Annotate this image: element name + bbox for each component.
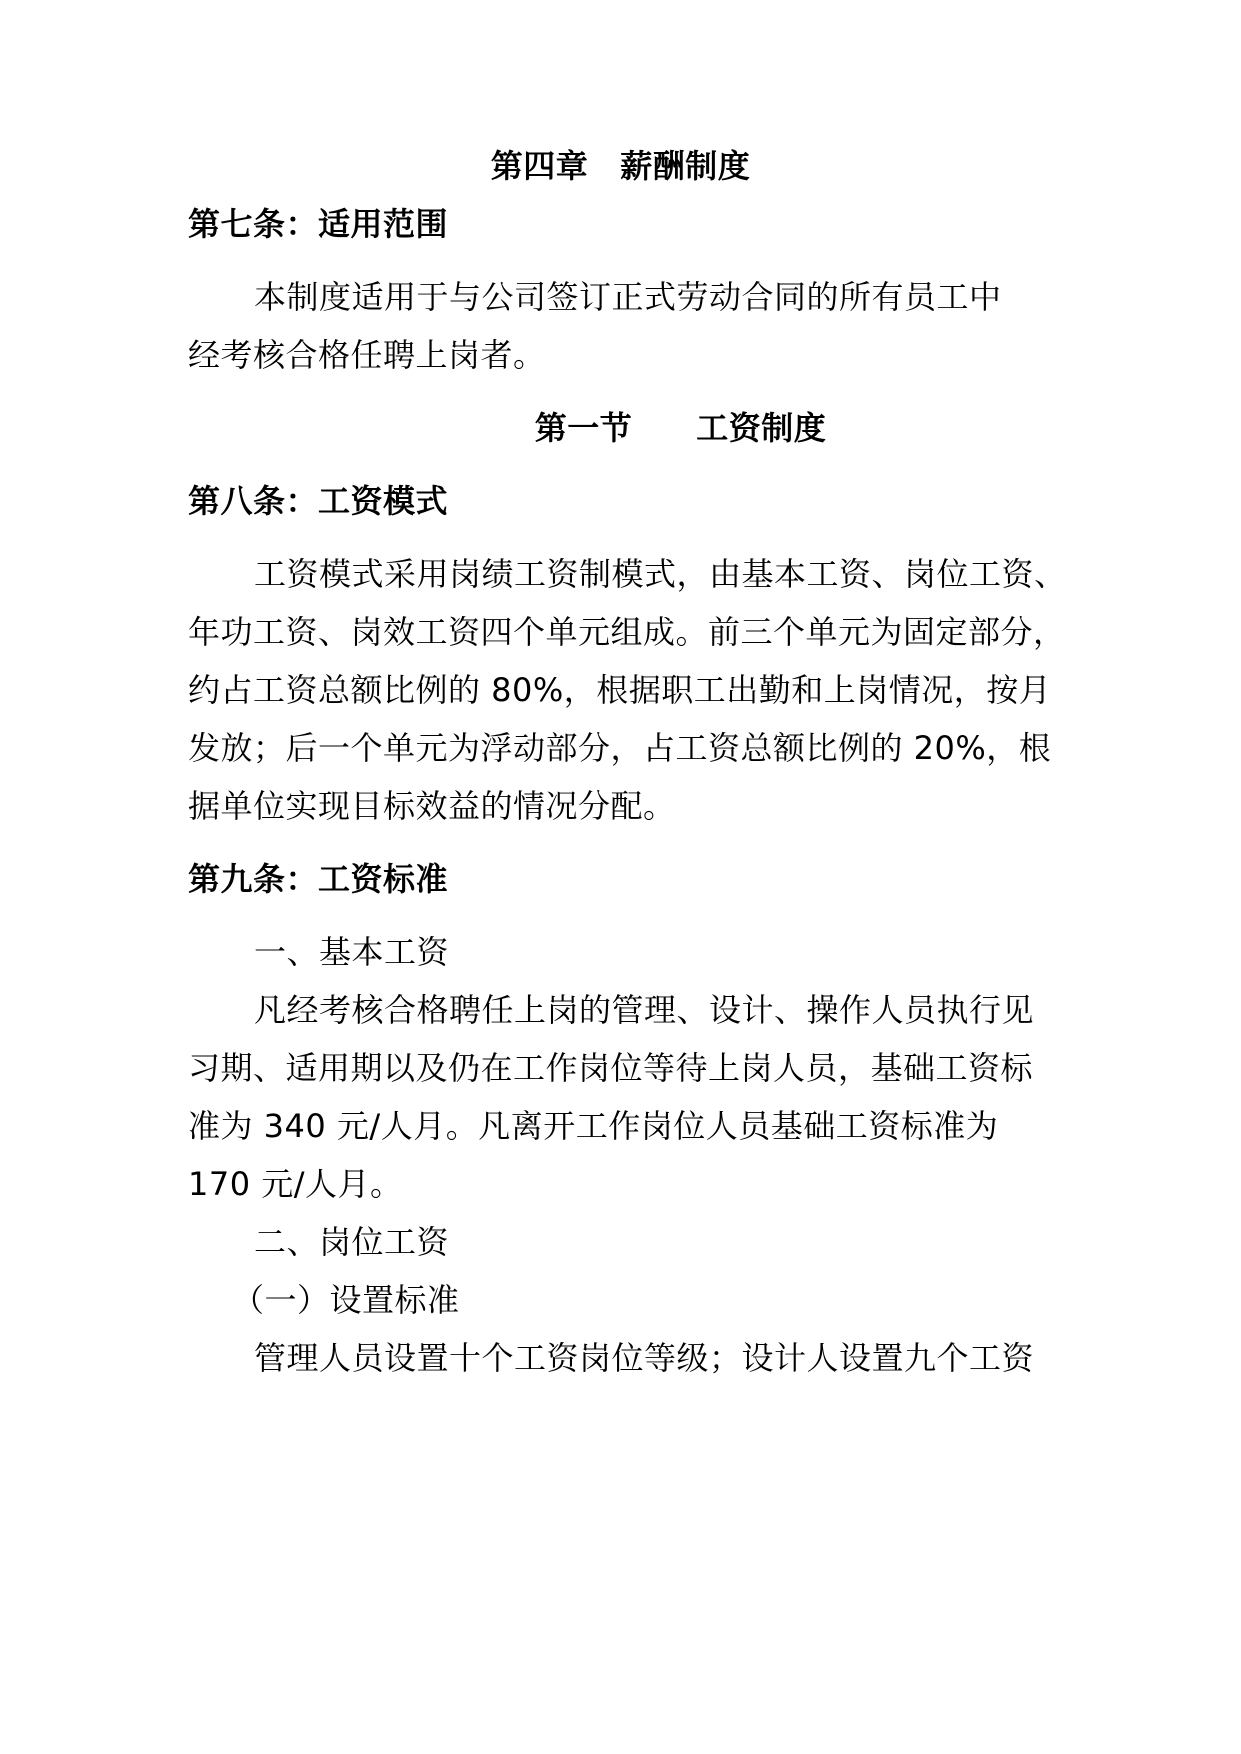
article9-item1-line-4: 170 元/人月。	[188, 1165, 403, 1203]
article7-line-1: 本制度适用于与公司签订正式劳动合同的所有员工中	[254, 278, 1002, 316]
article9-item1: 一、基本工资	[254, 933, 450, 971]
article9-item1-line-1: 凡经考核合格聘任上岗的管理、设计、操作人员执行见	[254, 991, 1035, 1029]
article7-heading: 第七条：适用范围	[188, 205, 449, 243]
article8-line-4: 发放；后一个单元为浮动部分，占工资总额比例的 20%，根	[188, 729, 1052, 767]
article9-item1-line-3: 准为 340 元/人月。凡离开工作岗位人员基础工资标准为	[188, 1107, 999, 1145]
article8-line-1: 工资模式采用岗绩工资制模式，由基本工资、岗位工资、	[254, 555, 1067, 593]
article9-item2: 二、岗位工资	[254, 1223, 450, 1261]
article9-heading: 第九条：工资标准	[188, 860, 449, 898]
section1-number: 第一节	[534, 409, 633, 447]
article8-line-3: 约占工资总额比例的 80%，根据职工出勤和上岗情况，按月	[188, 671, 1052, 709]
article8-line-2: 年功工资、岗效工资四个单元组成。前三个单元为固定部分，	[188, 613, 1066, 651]
article9-item2-sub1: （一）设置标准	[232, 1281, 460, 1319]
article8-line-5: 据单位实现目标效益的情况分配。	[188, 787, 676, 825]
chapter-number: 第四章	[490, 147, 589, 185]
chapter-name: 薪酬制度	[620, 147, 751, 185]
article8-heading: 第八条：工资模式	[188, 482, 449, 520]
article9-item2-line-1: 管理人员设置十个工资岗位等级；设计人设置九个工资	[254, 1339, 1035, 1377]
section1-title	[0, 408, 1241, 448]
section1-name: 工资制度	[696, 409, 827, 447]
article9-item1-line-2: 习期、适用期以及仍在工作岗位等待上岗人员，基础工资标	[188, 1049, 1034, 1087]
article7-line-2: 经考核合格任聘上岗者。	[188, 336, 546, 374]
chapter-title	[0, 146, 1241, 186]
